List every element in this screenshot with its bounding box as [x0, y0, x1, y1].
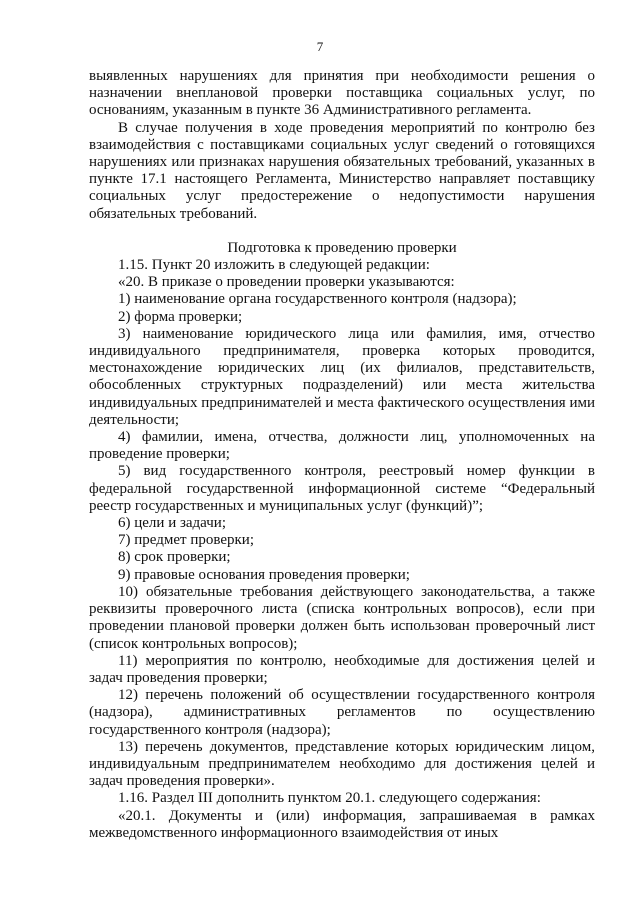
- list-item: 12) перечень положений об осуществлении государственного контроля (надзора), административных регламентов по осуществлению государственного контроля (надзора);: [89, 687, 595, 738]
- paragraph: выявленных нарушениях для принятия при необходимости решения о назначении внеплановой проверки поставщика социальных услуг, по основаниям, указанным в пункте 36 Административного регламента.: [89, 68, 595, 119]
- list-item: 9) правовые основания проведения проверки;: [118, 566, 410, 583]
- paragraph: В случае получения в ходе проведения мероприятий по контролю без взаимодействия с поставщиками социальных услуг сведений о готовящихся нарушениях или признаках нарушения обязательных требований, указанных в пункте 17.1 настоящего Регламента, Министерство направляет поставщику социальных услуг предостережение о недопустимости нарушения обязательных требований.: [89, 119, 595, 222]
- paragraph: «20.1. Документы и (или) информация, запрашиваемая в рамках межведомственного информационного взаимодействия от иных: [89, 807, 595, 841]
- paragraph: «20. В приказе о проведении проверки указываются:: [118, 274, 455, 291]
- page-number: 7: [316, 39, 324, 54]
- list-item: 7) предмет проверки;: [118, 532, 254, 549]
- list-item: 4) фамилии, имена, отчества, должности лиц, уполномоченных на проведение проверки;: [89, 429, 595, 463]
- paragraph: 1.15. Пункт 20 изложить в следующей редакции:: [118, 257, 430, 274]
- list-item: 8) срок проверки;: [118, 549, 231, 566]
- document-body: [89, 68, 595, 842]
- list-item: 6) цели и задачи;: [118, 515, 226, 532]
- list-item: 3) наименование юридического лица или фамилия, имя, отчество индивидуального предпринимателя, проверка которых проводится, местонахождение юридических лиц (их филиалов, представительств, обособленных структурных подразделений) или места жительства индивидуальных предпринимателей и места фактического осуществления ими деятельности;: [89, 325, 595, 428]
- list-item: 5) вид государственного контроля, реестровый номер функции в федеральной государственной информационной системе “Федеральный реестр государственных и муниципальных услуг (функций)”;: [89, 463, 595, 514]
- paragraph: 1.16. Раздел III дополнить пунктом 20.1. следующего содержания:: [118, 790, 541, 807]
- list-item: 1) наименование органа государственного контроля (надзора);: [118, 291, 517, 308]
- list-item: 11) мероприятия по контролю, необходимые для достижения целей и задач проведения проверки;: [89, 652, 595, 686]
- list-item: 2) форма проверки;: [118, 308, 243, 325]
- list-item: 10) обязательные требования действующего законодательства, а также реквизиты проверочного листа (списка контрольных вопросов), если при проведении плановой проверки должен быть использован проверочный лист (список контрольных вопросов);: [89, 583, 595, 652]
- list-item: 13) перечень документов, представление которых юридическим лицом, индивидуальным предпринимателем необходимо для достижения целей и задач проведения проверки».: [89, 738, 595, 790]
- section-heading: Подготовка к проведению проверки: [227, 239, 457, 256]
